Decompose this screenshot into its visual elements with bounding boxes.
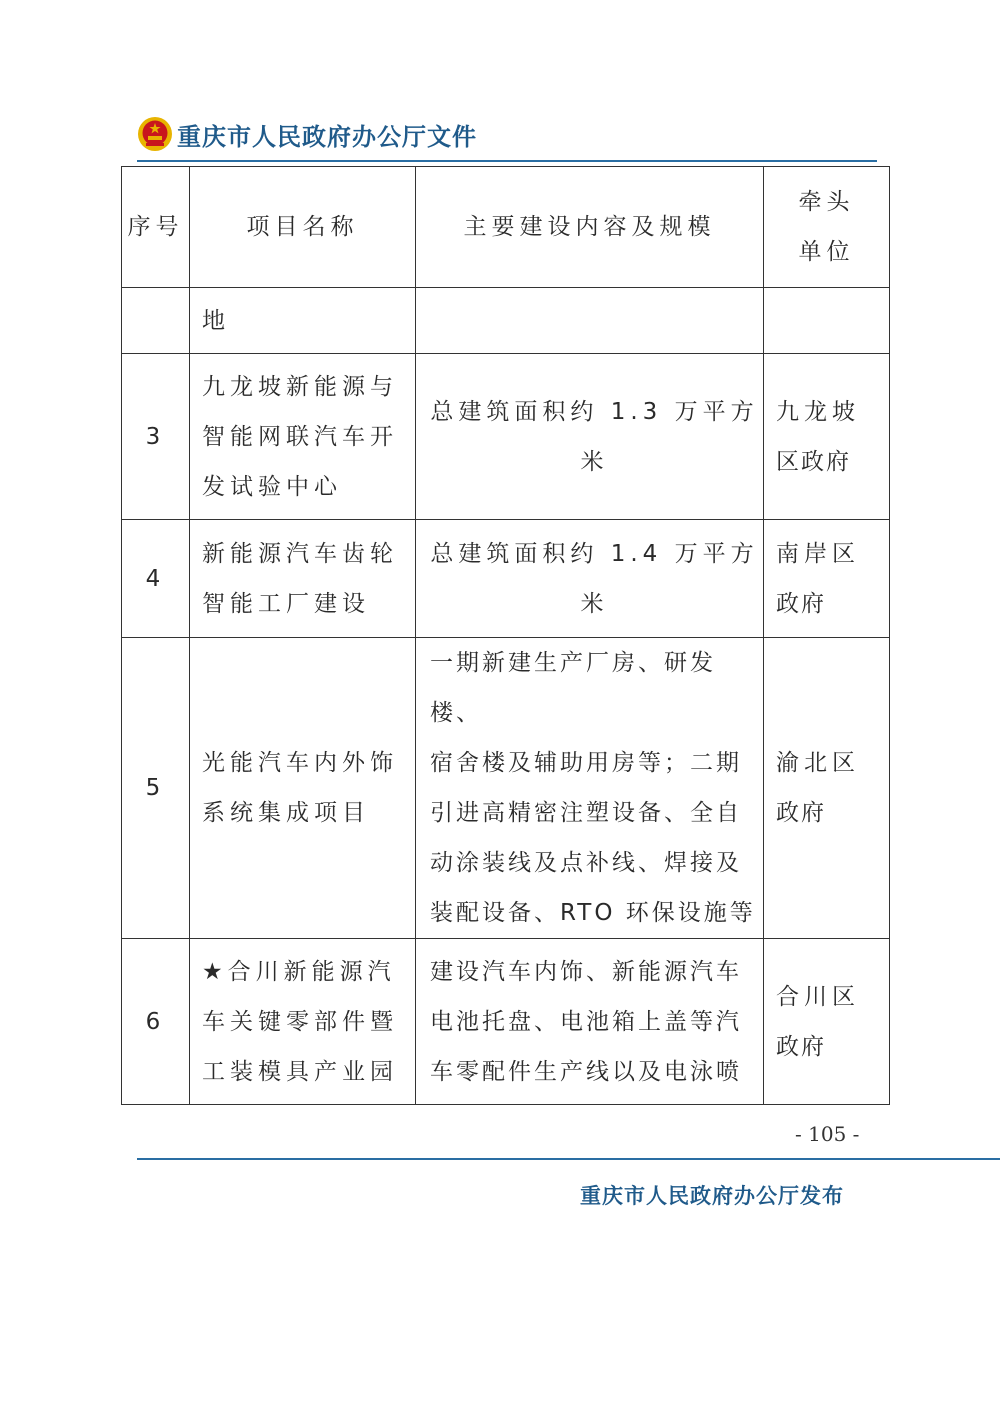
row-no: 5 (122, 638, 190, 939)
row-name: 地 (190, 288, 416, 354)
row-content: 一期新建生产厂房、研发楼、 宿舍楼及辅助用房等；二期 引进高精密注塑设备、全自 动涂装线及点补线、焊接及 装配设备、RTO 环保设施等 (416, 638, 764, 939)
row-content: 建设汽车内饰、新能源汽车 电池托盘、电池箱上盖等汽 车零配件生产线以及电泳喷 (416, 939, 764, 1105)
column-header-name: 项目名称 (190, 167, 416, 288)
column-header-no: 序号 (122, 167, 190, 288)
header-title: 重庆市人民政府办公厅文件 (177, 121, 477, 151)
table-row (122, 354, 890, 520)
table-row (122, 939, 890, 1105)
row-lead (764, 288, 890, 354)
footer-publisher: 重庆市人民政府办公厅发布 (580, 1183, 844, 1208)
document-header (137, 112, 477, 156)
row-no: 6 (122, 939, 190, 1105)
column-header-lead: 牵头单位 (764, 167, 890, 288)
row-no: 4 (122, 520, 190, 638)
column-header-content: 主要建设内容及规模 (416, 167, 764, 288)
row-name: 光能汽车内外饰 系统集成项目 (190, 638, 416, 939)
row-no: 3 (122, 354, 190, 520)
table-row (122, 638, 890, 939)
row-lead: 渝北区 政府 (764, 638, 890, 939)
national-emblem-icon (137, 116, 173, 152)
header-rule (137, 160, 877, 162)
table-row (122, 288, 890, 354)
footer-rule (137, 1158, 1000, 1160)
table-row (122, 520, 890, 638)
project-table (121, 166, 890, 1105)
row-content: 总建筑面积约 1.4 万平方米 (416, 520, 764, 638)
row-name: 新能源汽车齿轮 智能工厂建设 (190, 520, 416, 638)
row-name: ★合川新能源汽 车关键零部件暨 工装模具产业园 (190, 939, 416, 1105)
row-lead: 九龙坡 区政府 (764, 354, 890, 520)
page-number: - 105 - (795, 1122, 860, 1146)
row-lead: 南岸区 政府 (764, 520, 890, 638)
row-no (122, 288, 190, 354)
row-name: 九龙坡新能源与 智能网联汽车开 发试验中心 (190, 354, 416, 520)
row-lead: 合川区 政府 (764, 939, 890, 1105)
row-content: 总建筑面积约 1.3 万平方米 (416, 354, 764, 520)
table-header-row (122, 167, 890, 288)
row-content (416, 288, 764, 354)
